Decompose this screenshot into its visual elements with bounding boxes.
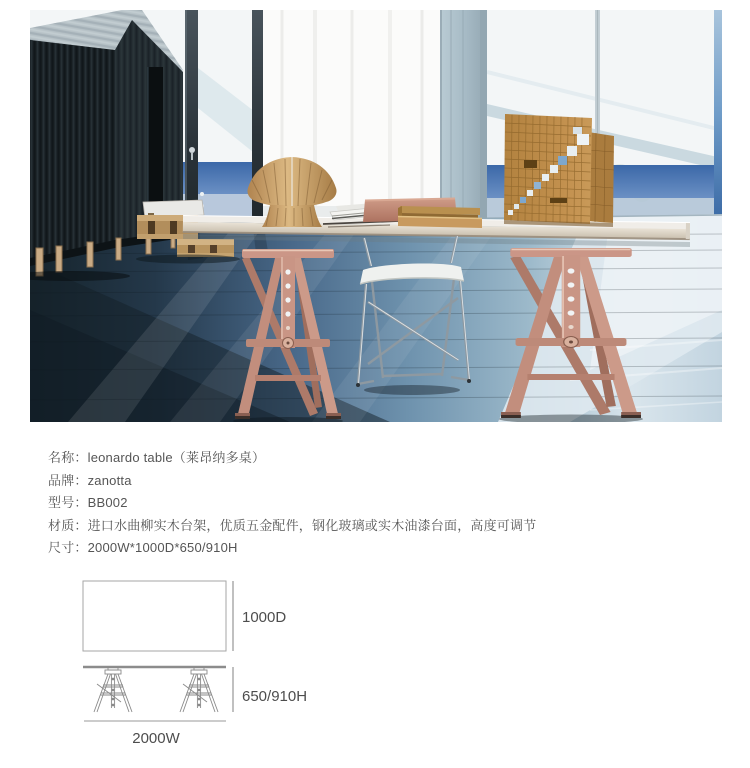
- cabin: [30, 10, 183, 281]
- dimension-diagram: [60, 575, 350, 760]
- front-view: [83, 667, 226, 712]
- photo-illustration: [30, 10, 722, 422]
- spec-brand: 品牌：zanotta: [48, 472, 132, 488]
- product-photo: [30, 10, 722, 422]
- spec-size: 尺寸：2000W*1000D*650/910H: [48, 540, 238, 555]
- spec-name: 名称：leonardo table（莱昂纳多桌）: [48, 450, 266, 465]
- spec-list: [48, 447, 708, 560]
- width-dimension-label: 2000W: [132, 730, 180, 747]
- spec-model: 型号：BB002: [48, 495, 128, 510]
- right-window-strip: [714, 10, 722, 218]
- height-dimension-label: 650/910H: [242, 688, 308, 705]
- top-view: [83, 581, 226, 651]
- window-pillar: [440, 10, 487, 222]
- depth-dimension-label: 1000D: [242, 609, 287, 626]
- spec-material: 材质：进口水曲柳实木台架，优质五金配件，钢化玻璃或实木油漆台面，高度可调节: [48, 517, 537, 533]
